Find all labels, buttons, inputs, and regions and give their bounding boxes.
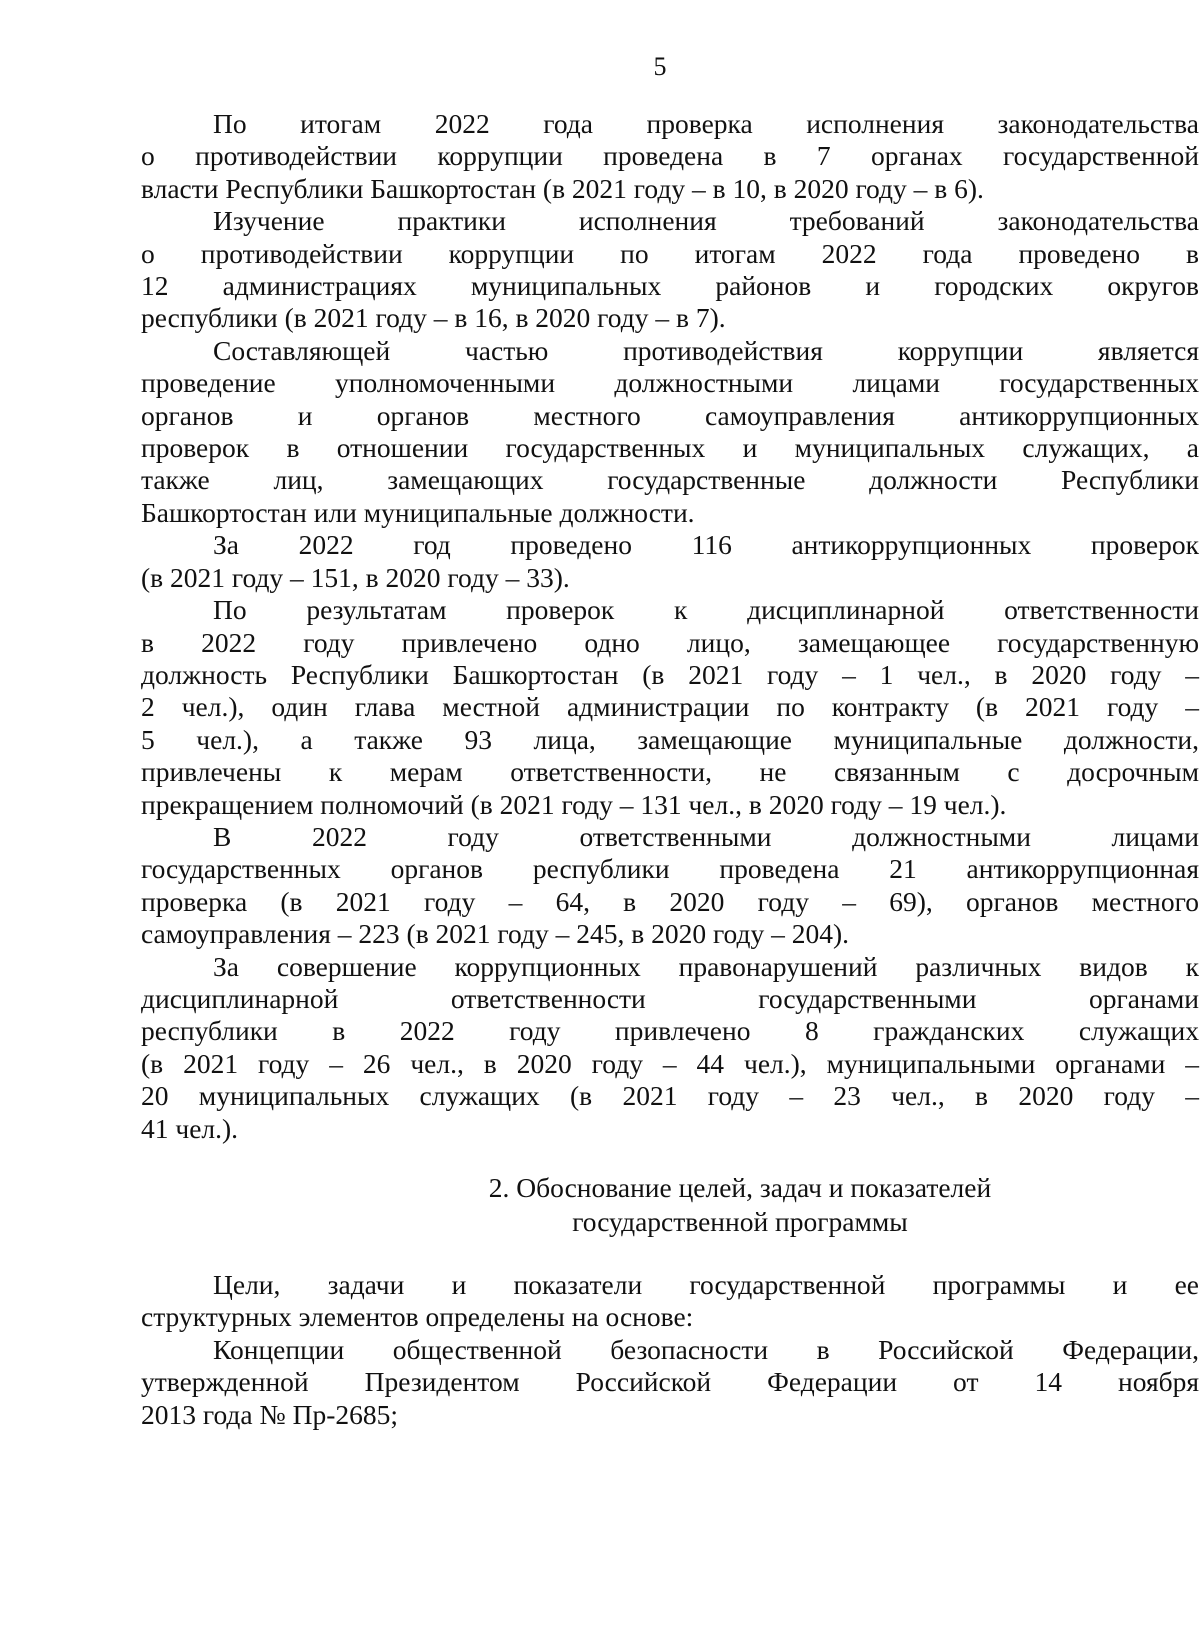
text-block-2 xyxy=(141,1269,1199,1431)
paragraph-line: Цели, задачи и показатели государственной программы и ее xyxy=(213,1269,1199,1300)
paragraph-line: (в 2021 году – 26 чел., в 2020 году – 44 чел.), муниципальными органами – xyxy=(141,1047,1199,1079)
paragraph-line: проверок в отношении государственных и муниципальных служащих, а xyxy=(141,432,1199,464)
paragraph-line: структурных элементов определены на основе: xyxy=(141,1301,694,1333)
paragraph-line: 12 администрациях муниципальных районов и городских округов xyxy=(141,270,1199,302)
paragraph-line: Составляющей частью противодействия коррупции является xyxy=(213,334,1199,366)
paragraph-line: По результатам проверок к дисциплинарной ответственности xyxy=(213,594,1199,626)
paragraph xyxy=(141,951,1199,1145)
paragraph xyxy=(141,335,1199,529)
paragraph-line: самоуправления – 223 (в 2021 году – 245, в 2020 году – 204). xyxy=(141,918,850,950)
paragraph xyxy=(141,1334,1199,1431)
paragraph-line: должность Республики Башкортостан (в 2021 году – 1 чел., в 2020 году – xyxy=(141,658,1199,690)
paragraph-line: также лиц, замещающих государственные должности Республики xyxy=(141,464,1199,496)
paragraph-line: в 2022 году привлечено одно лицо, замещающее государственную xyxy=(141,626,1199,658)
paragraph-line: республики (в 2021 году – в 16, в 2020 году – в 7). xyxy=(141,302,726,334)
paragraph-line: Башкортостан или муниципальные должности. xyxy=(141,496,695,528)
paragraph-line: проведение уполномоченными должностными лицами государственных xyxy=(141,367,1199,399)
paragraph-line: государственных органов республики проведена 21 антикоррупционная xyxy=(141,853,1199,885)
paragraph-line: Концепции общественной безопасности в Российской Федерации, xyxy=(213,1333,1199,1365)
paragraph-line: 2013 года № Пр-2685; xyxy=(141,1398,399,1430)
paragraph-line: о противодействии коррупции проведена в 7 органах государственной xyxy=(141,140,1199,172)
paragraph-line: власти Республики Башкортостан (в 2021 году – в 10, в 2020 году – в 6). xyxy=(141,172,984,204)
paragraph-line: В 2022 году ответственными должностными лицами xyxy=(213,820,1199,852)
paragraph-line: 41 чел.). xyxy=(141,1112,239,1144)
paragraph xyxy=(141,1269,1199,1334)
paragraph-line: За совершение коррупционных правонарушений различных видов к xyxy=(213,950,1199,982)
paragraph-line: республики в 2022 году привлечено 8 гражданских служащих xyxy=(141,1015,1199,1047)
paragraph xyxy=(141,594,1199,821)
paragraph-line: (в 2021 году – 151, в 2020 году – 33). xyxy=(141,561,570,593)
paragraph xyxy=(141,821,1199,951)
text-block-1 xyxy=(141,108,1199,1145)
paragraph-line: дисциплинарной ответственности государственными органами xyxy=(141,982,1199,1014)
paragraph-line: Изучение практики исполнения требований законодательства xyxy=(213,205,1199,237)
paragraph-line: 2 чел.), один глава местной администрации по контракту (в 2021 году – xyxy=(141,691,1199,723)
section-heading-line-2: государственной программы xyxy=(572,1206,908,1237)
paragraph xyxy=(141,205,1199,335)
paragraph-line: прекращением полномочий (в 2021 году – 131 чел., в 2020 году – 19 чел.). xyxy=(141,788,1007,820)
document-body xyxy=(141,108,1199,1431)
section-heading-line-1: 2. Обоснование целей, задач и показателей xyxy=(488,1172,992,1203)
paragraph-line: 20 муниципальных служащих (в 2021 году – 23 чел., в 2020 году – xyxy=(141,1080,1199,1112)
page-number: 5 xyxy=(653,52,667,81)
paragraph xyxy=(141,529,1199,594)
paragraph-line: За 2022 год проведено 116 антикоррупционных проверок xyxy=(213,529,1199,561)
paragraph-line: 5 чел.), а также 93 лица, замещающие муниципальные должности, xyxy=(141,723,1199,755)
section-heading xyxy=(141,1171,1199,1239)
paragraph-line: о противодействии коррупции по итогам 2022 года проведено в xyxy=(141,237,1199,269)
paragraph-line: утвержденной Президентом Российской Федерации от 14 ноября xyxy=(141,1366,1199,1398)
paragraph xyxy=(141,108,1199,205)
paragraph-line: органов и органов местного самоуправления антикоррупционных xyxy=(141,399,1199,431)
paragraph-line: проверка (в 2021 году – 64, в 2020 году – 69), органов местного xyxy=(141,885,1199,917)
paragraph-line: По итогам 2022 года проверка исполнения законодательства xyxy=(213,108,1199,139)
paragraph-line: привлечены к мерам ответственности, не связанным с досрочным xyxy=(141,756,1199,788)
